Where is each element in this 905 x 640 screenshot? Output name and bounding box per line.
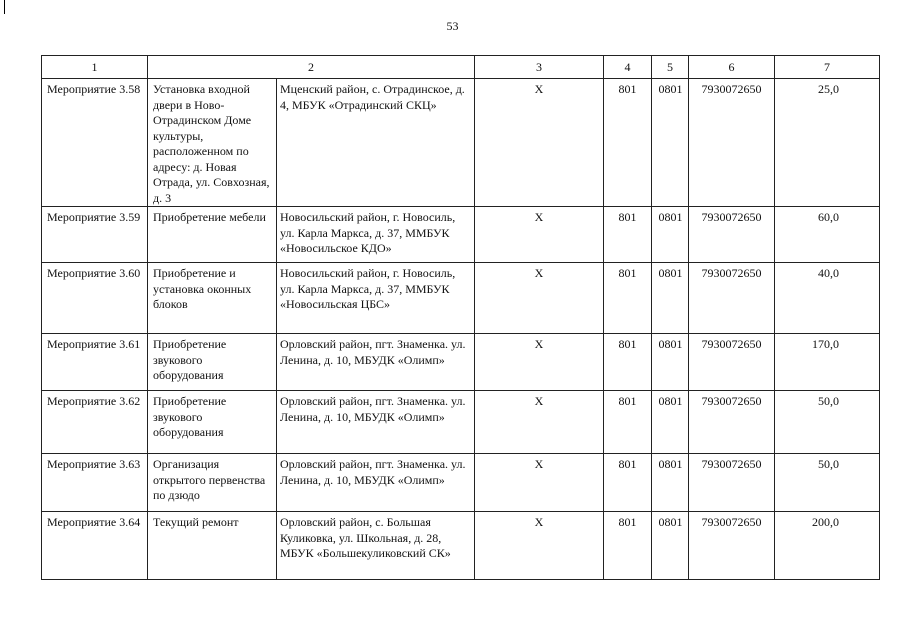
- col6-cell: 7930072650: [689, 334, 775, 391]
- col7-cell: 170,0: [775, 334, 880, 391]
- col6-cell: 7930072650: [689, 391, 775, 454]
- table-row: [42, 512, 880, 580]
- col7-cell: 50,0: [775, 454, 880, 512]
- location-cell: Новосильский район, г. Новосиль, ул. Карла Маркса, д. 37, ММБУК «Новосильское КДО»: [277, 207, 475, 263]
- event-cell: Мероприятие 3.61: [42, 334, 148, 391]
- col6-cell: 7930072650: [689, 263, 775, 334]
- name-cell: Установка входной двери в Ново-Отрадинском Доме культуры, расположенном по адресу: д. Новая Отрада, ул. Совхозная, д. 3: [148, 79, 277, 207]
- table-row: [42, 391, 880, 454]
- col4-cell: 801: [604, 79, 652, 207]
- location-cell: Орловский район, пгт. Знаменка. ул. Ленина, д. 10, МБУДК «Олимп»: [277, 391, 475, 454]
- col7-cell: 50,0: [775, 391, 880, 454]
- table-row: [42, 263, 880, 334]
- name-cell: Приобретение мебели: [148, 207, 277, 263]
- col3-cell: Х: [475, 334, 604, 391]
- col6-cell: 7930072650: [689, 512, 775, 580]
- event-cell: Мероприятие 3.59: [42, 207, 148, 263]
- event-cell: Мероприятие 3.60: [42, 263, 148, 334]
- event-cell: Мероприятие 3.62: [42, 391, 148, 454]
- col3-cell: Х: [475, 207, 604, 263]
- col3-cell: Х: [475, 454, 604, 512]
- col7-cell: 25,0: [775, 79, 880, 207]
- location-cell: Новосильский район, г. Новосиль, ул. Карла Маркса, д. 37, ММБУК «Новосильская ЦБС»: [277, 263, 475, 334]
- location-cell: Мценский район, с. Отрадинское, д. 4, МБУК «Отрадинский СКЦ»: [277, 79, 475, 207]
- event-cell: Мероприятие 3.64: [42, 512, 148, 580]
- col5-cell: 0801: [652, 391, 689, 454]
- col7-cell: 40,0: [775, 263, 880, 334]
- col3-cell: Х: [475, 263, 604, 334]
- header-col-1: 1: [42, 56, 148, 79]
- name-cell: Организация открытого первенства по дзюдо: [148, 454, 277, 512]
- table-header-row: [42, 56, 880, 79]
- col4-cell: 801: [604, 391, 652, 454]
- col5-cell: 0801: [652, 454, 689, 512]
- name-cell: Приобретение звукового оборудования: [148, 391, 277, 454]
- name-cell: Текущий ремонт: [148, 512, 277, 580]
- col6-cell: 7930072650: [689, 454, 775, 512]
- budget-table: [41, 55, 880, 580]
- header-col-3: 3: [475, 56, 604, 79]
- col5-cell: 0801: [652, 263, 689, 334]
- col4-cell: 801: [604, 512, 652, 580]
- table-row: [42, 454, 880, 512]
- col5-cell: 0801: [652, 207, 689, 263]
- location-cell: Орловский район, пгт. Знаменка. ул. Ленина, д. 10, МБУДК «Олимп»: [277, 454, 475, 512]
- page-number: 53: [446, 19, 459, 33]
- col3-cell: Х: [475, 391, 604, 454]
- col6-cell: 7930072650: [689, 207, 775, 263]
- table-body: [42, 56, 880, 580]
- event-cell: Мероприятие 3.58: [42, 79, 148, 207]
- event-cell: Мероприятие 3.63: [42, 454, 148, 512]
- col7-cell: 60,0: [775, 207, 880, 263]
- col4-cell: 801: [604, 334, 652, 391]
- col3-cell: Х: [475, 79, 604, 207]
- header-col-5: 5: [652, 56, 689, 79]
- header-col-2: 2: [148, 56, 475, 79]
- col3-cell: Х: [475, 512, 604, 580]
- col5-cell: 0801: [652, 334, 689, 391]
- location-cell: Орловский район, пгт. Знаменка. ул. Ленина, д. 10, МБУДК «Олимп»: [277, 334, 475, 391]
- table-row: [42, 334, 880, 391]
- table-row: [42, 79, 880, 207]
- col7-cell: 200,0: [775, 512, 880, 580]
- header-col-6: 6: [689, 56, 775, 79]
- col4-cell: 801: [604, 263, 652, 334]
- col5-cell: 0801: [652, 79, 689, 207]
- col4-cell: 801: [604, 207, 652, 263]
- col6-cell: 7930072650: [689, 79, 775, 207]
- header-col-7: 7: [775, 56, 880, 79]
- location-cell: Орловский район, с. Большая Куликовка, ул. Школьная, д. 28, МБУК «Большекуликовский СК»: [277, 512, 475, 580]
- scan-edge-mark: [4, 0, 5, 14]
- header-col-4: 4: [604, 56, 652, 79]
- col5-cell: 0801: [652, 512, 689, 580]
- table-row: [42, 207, 880, 263]
- name-cell: Приобретение звукового оборудования: [148, 334, 277, 391]
- name-cell: Приобретение и установка оконных блоков: [148, 263, 277, 334]
- col4-cell: 801: [604, 454, 652, 512]
